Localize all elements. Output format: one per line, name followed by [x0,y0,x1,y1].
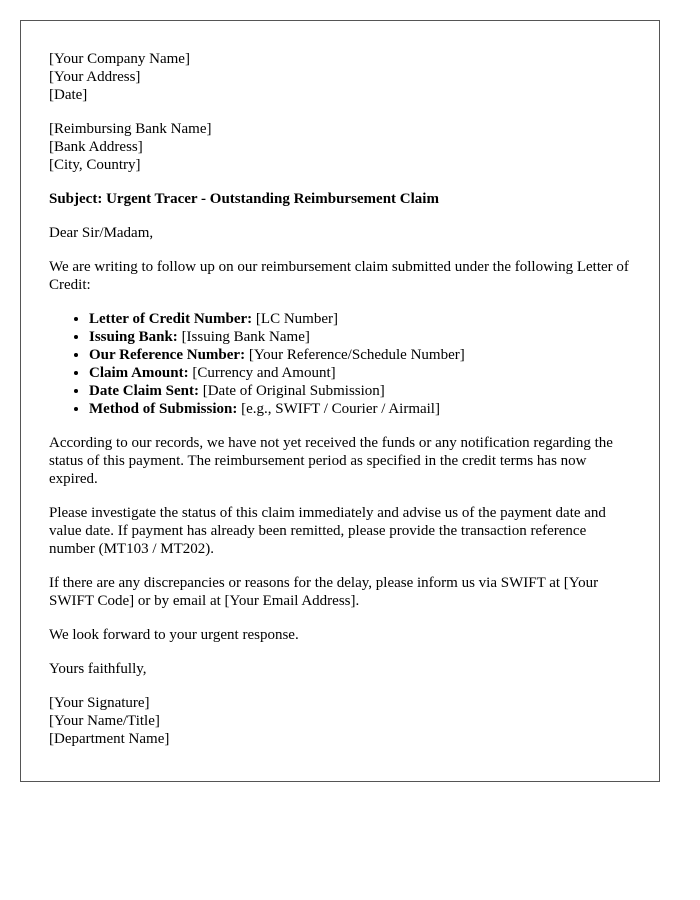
list-item [89,382,631,400]
recipient-city-country: [City, Country] [49,157,141,173]
signature-block [49,694,631,748]
detail-value: [Issuing Bank Name] [177,329,310,345]
list-item [89,328,631,346]
investigate-paragraph: Please investigate the status of this claim immediately and advise us of the payment date and value date. If payment has already been remitted, please provide the transaction reference number (MT103 / MT202). [49,505,606,557]
letter-date: [Date] [49,87,88,103]
list-item [89,364,631,382]
detail-value: [Your Reference/Schedule Number] [245,347,465,363]
detail-label: Method of Submission: [89,401,238,417]
sender-address: [Your Address] [49,69,141,85]
sign-off: Yours faithfully, [49,661,147,677]
sender-company: [Your Company Name] [49,51,190,67]
list-item [89,400,631,418]
letter-subject: Subject: Urgent Tracer - Outstanding Reimbursement Claim [49,191,439,207]
detail-value: [Date of Original Submission] [198,383,385,399]
records-paragraph: According to our records, we have not yet received the funds or any notification regarding the status of this payment. The reimbursement period as specified in the credit terms has now expired. [49,435,613,487]
detail-value: [LC Number] [252,311,338,327]
recipient-bank-name: [Reimbursing Bank Name] [49,121,212,137]
sender-block [49,50,631,104]
claim-details-list [49,310,631,418]
salutation: Dear Sir/Madam, [49,225,154,241]
detail-label: Issuing Bank: [89,329,178,345]
recipient-bank-address: [Bank Address] [49,139,143,155]
signer-name-title: [Your Name/Title] [49,713,160,729]
list-item [89,346,631,364]
detail-label: Letter of Credit Number: [89,311,253,327]
detail-value: [e.g., SWIFT / Courier / Airmail] [237,401,440,417]
signature-line: [Your Signature] [49,695,150,711]
closing-line: We look forward to your urgent response. [49,627,299,643]
intro-paragraph: We are writing to follow up on our reimbursement claim submitted under the following Letter of Credit: [49,259,629,293]
detail-label: Claim Amount: [89,365,189,381]
recipient-block [49,120,631,174]
signer-department: [Department Name] [49,731,170,747]
detail-label: Date Claim Sent: [89,383,199,399]
detail-label: Our Reference Number: [89,347,246,363]
discrepancies-paragraph: If there are any discrepancies or reasons for the delay, please inform us via SWIFT at [Your SWIFT Code] or by email at [Your Email Address]. [49,575,599,609]
letter-page [20,20,660,782]
detail-value: [Currency and Amount] [188,365,336,381]
list-item [89,310,631,328]
